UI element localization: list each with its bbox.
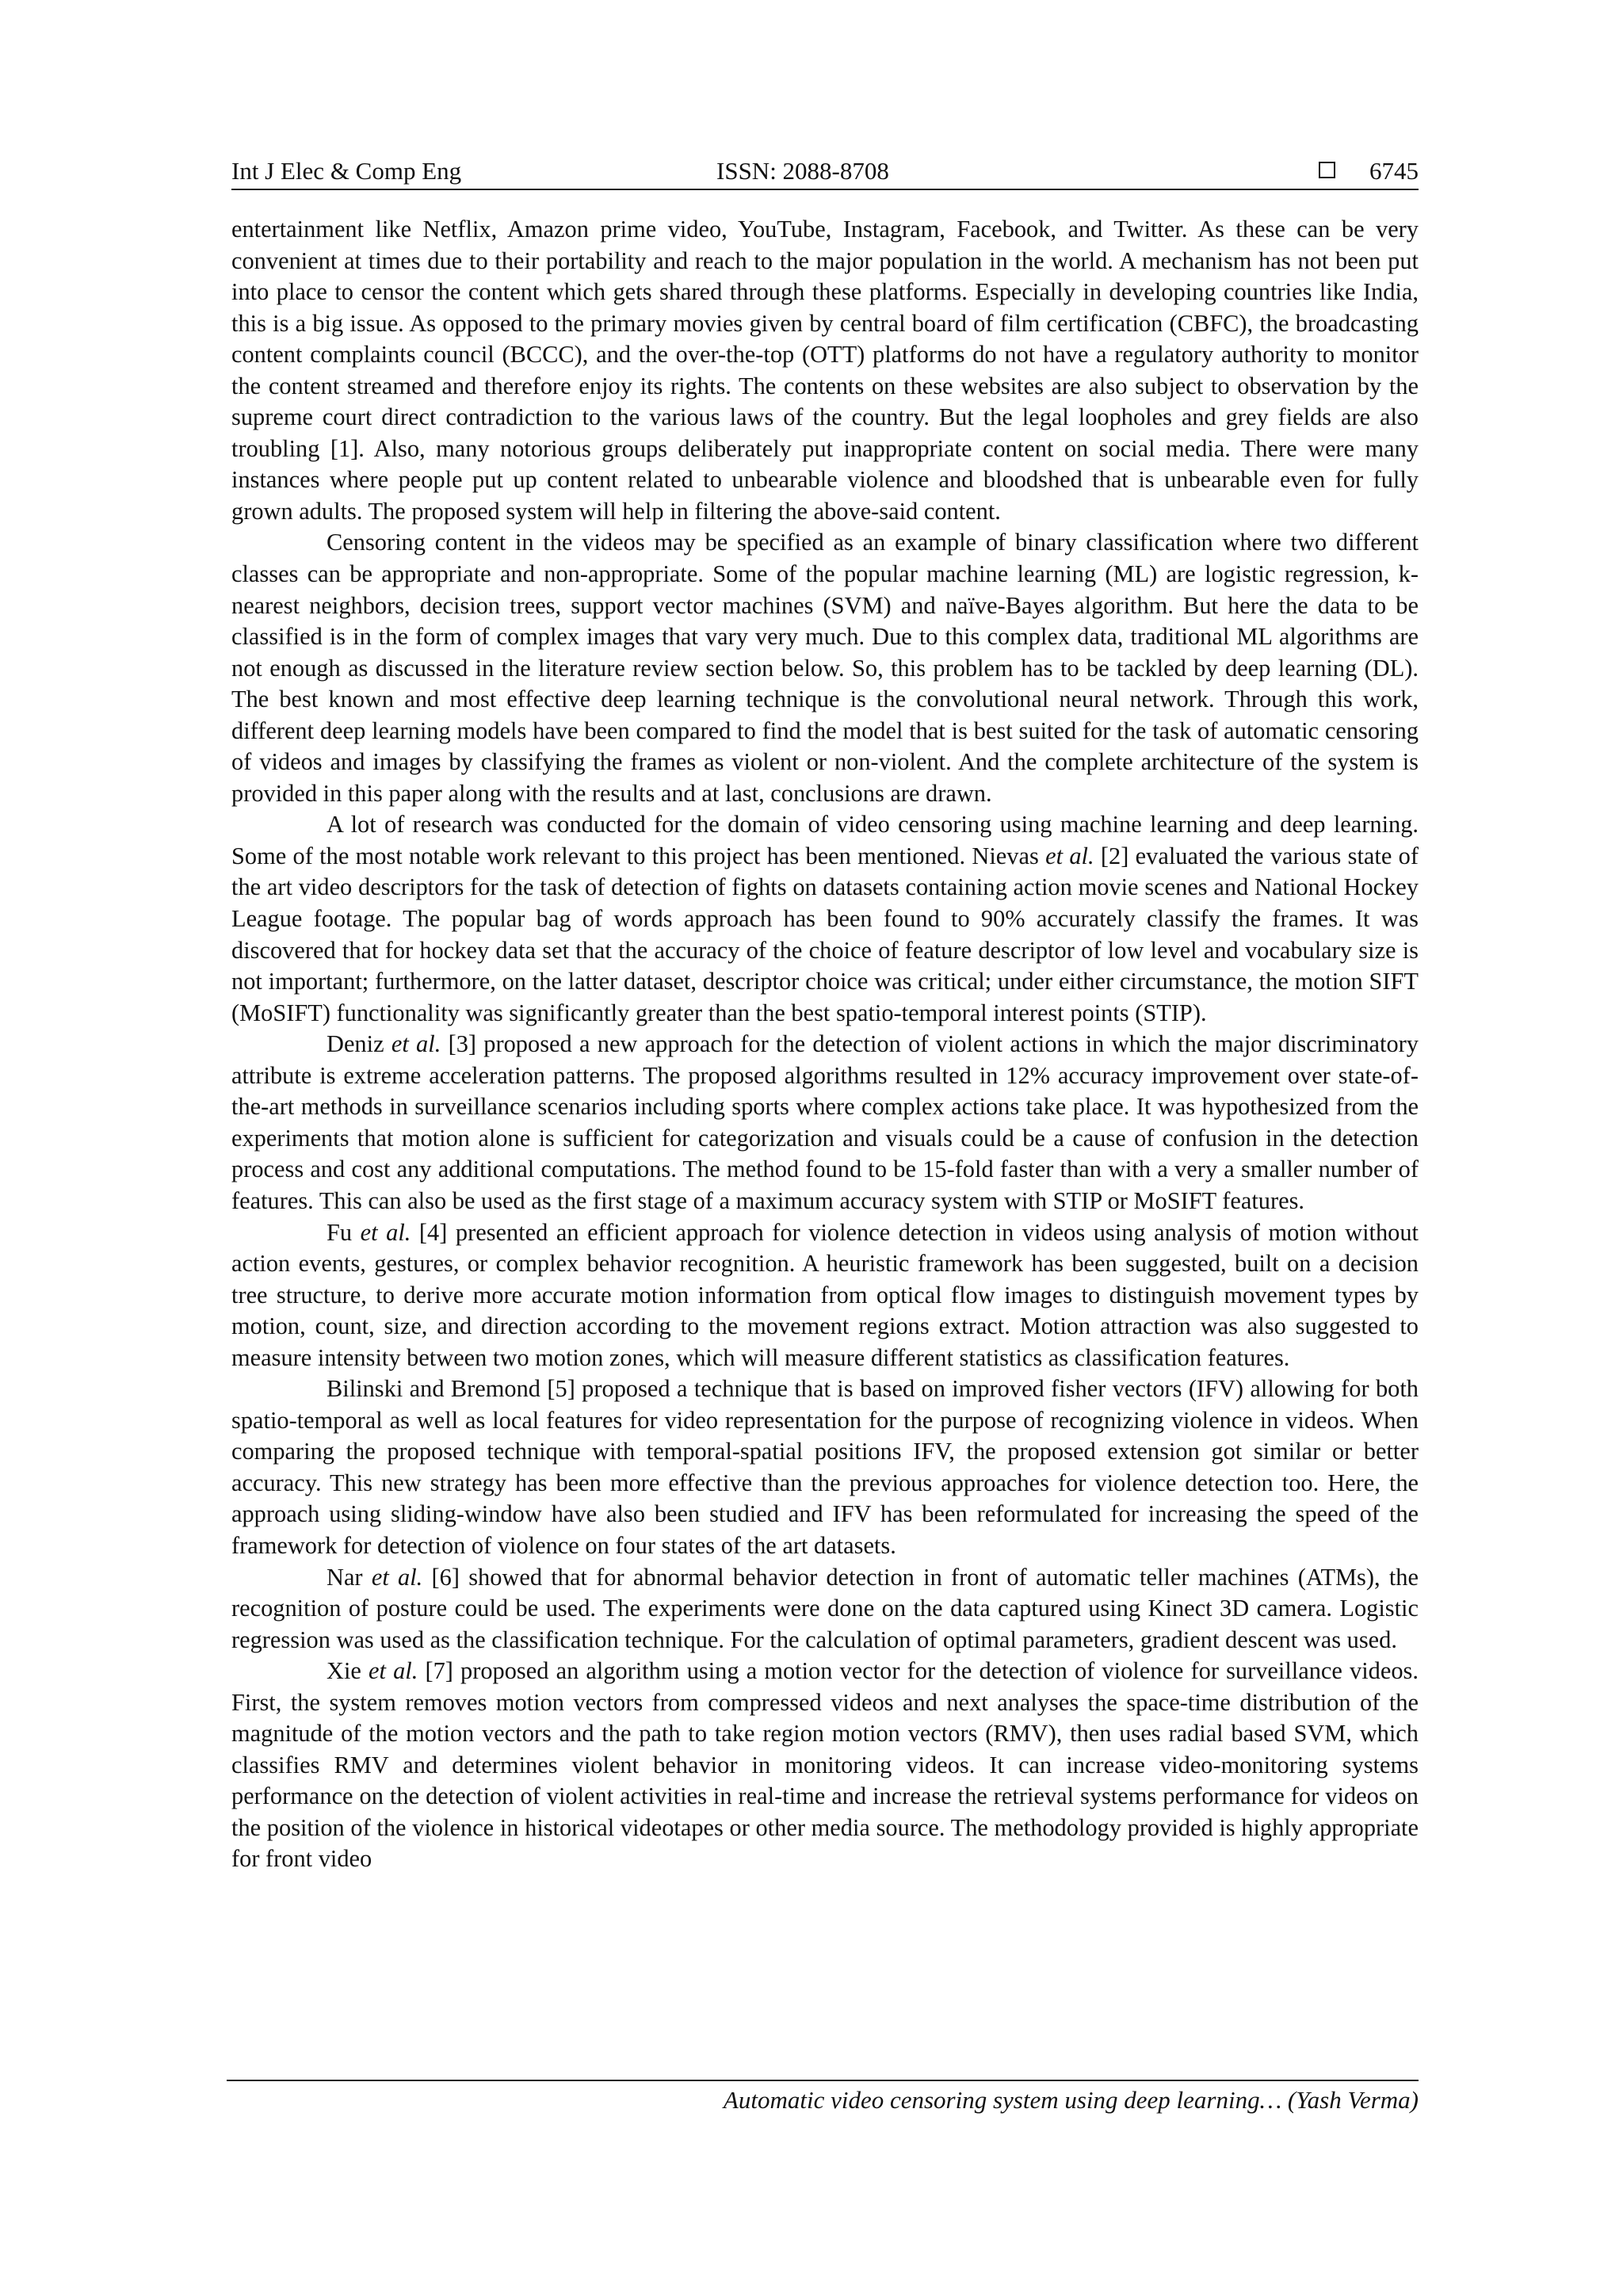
text-run: [4] presented an efficient approach for violence detection in videos using analysis of motion without action events, gestures, or complex behavior recognition. A heuristic framework has been suggested, built on a decision tree structure, to derive more accurate motion information from optical flow images to distinguish movement types by motion, count, size, and direction according to the movement regions extract. Motion attraction was also suggested to measure intensity between two motion zones, which will measure different statistics as classification features. (231, 1218, 1419, 1371)
text-run: Xie (327, 1657, 369, 1685)
text-run: Bilinski and Bremond [5] proposed a technique that is based on improved fisher vectors (IFV) allowing for both spatio-temporal as well as local features for video representation for the purpose of recognizing violence in videos. When comparing the proposed technique with temporal-spatial positions IFV, the proposed extension got similar or better accuracy. This new strategy has been more effective than the previous approaches for violence detection too. Here, the approach using sliding-window have also been studied and IFV has been reformulated for increasing the speed of the framework for detection of violence on four states of the art datasets. (231, 1375, 1419, 1559)
page-footer (227, 2080, 1419, 2115)
italic-text-run: et al. (369, 1657, 418, 1685)
paragraph-deniz-review (231, 1029, 1419, 1217)
square-box-icon (1319, 162, 1335, 178)
italic-text-run: et al. (1045, 842, 1094, 869)
text-run: [6] showed that for abnormal behavior detection in front of automatic teller machines (ATMs), the recognition of posture could be used. The experiments were done on the data captured using Kinect 3D camera. Logistic regression was used as the classification technique. For the calculation of optimal parameters, gradient descent was used. (231, 1563, 1419, 1653)
italic-text-run: et al. (391, 1030, 441, 1058)
text-run: A lot of research was conducted for the domain of video censoring using machine learning and deep learning. Some of the most notable work relevant to this project has been mentioned. Nievas (231, 811, 1419, 869)
paragraph-bilinski-review (231, 1373, 1419, 1561)
text-run: Deniz (327, 1030, 391, 1058)
text-run: [2] evaluated the various state of the art video descriptors for the task of detection of fights on datasets containing action movie scenes and National Hockey League footage. The popular bag of words approach has been found to 90% accurately classify the frames. It was discovered that for hockey data set that the accuracy of the choice of feature descriptor of low level and vocabulary size is not important; furthermore, on the latter dataset, descriptor choice was critical; under either circumstance, the motion SIFT (MoSIFT) functionality was significantly greater than the best spatio-temporal interest points (STIP). (231, 842, 1419, 1026)
paragraph-intro-platforms (231, 214, 1419, 527)
paragraph-censoring-classification (231, 527, 1419, 809)
page-header (231, 152, 1419, 190)
journal-name: Int J Elec & Comp Eng (231, 157, 462, 185)
paragraph-nar-review (231, 1562, 1419, 1656)
italic-text-run: et al. (360, 1218, 411, 1246)
running-title: Automatic video censoring system using deep learning… (Yash Verma) (723, 2086, 1419, 2114)
text-run: Censoring content in the videos may be specified as an example of binary classification where two different classes can be appropriate and non-appropriate. Some of the popular machine learning (ML) are logistic regression, k-nearest neighbors, decision trees, support vector machines (SVM) and naïve-Bayes algorithm. But here the data to be classified is in the form of complex images that vary very much. Due to this complex data, traditional ML algorithms are not enough as discussed in the literature review section below. So, this problem has to be tackled by deep learning (DL). The best known and most effective deep learning technique is the convolutional neural network. Through this work, different deep learning models have been compared to find the model that is best suited for the task of automatic censoring of videos and images by classifying the frames as violent or non-violent. And the complete architecture of the system is provided in this paper along with the results and at last, conclusions are drawn. (231, 529, 1419, 807)
text-run: Nar (327, 1563, 372, 1591)
article-body (231, 214, 1419, 1875)
text-run: Fu (327, 1218, 361, 1246)
paragraph-fu-review (231, 1217, 1419, 1374)
paragraph-nievas-review (231, 809, 1419, 1029)
page-number: 6745 (1369, 157, 1419, 185)
text-run: entertainment like Netflix, Amazon prime video, YouTube, Instagram, Facebook, and Twitter. As these can be very convenient at times due to their portability and reach to the major population in the world. A mechanism has not been put into place to censor the content which gets shared through these platforms. Especially in developing countries like India, this is a big issue. As opposed to the primary movies given by central board of film certification (CBFC), the broadcasting content complaints council (BCCC), and the over-the-top (OTT) platforms do not have a regulatory authority to monitor the content streamed and therefore enjoy its rights. The contents on these websites are also subject to observation by the supreme court direct contradiction to the various laws of the country. But the legal loopholes and grey fields are also troubling [1]. Also, many notorious groups deliberately put inappropriate content on social media. There were many instances where people put up content related to unbearable violence and bloodshed that is unbearable even for fully grown adults. The proposed system will help in filtering the above-said content. (231, 216, 1419, 525)
text-run: [3] proposed a new approach for the detection of violent actions in which the major discriminatory attribute is extreme acceleration patterns. The proposed algorithms resulted in 12% accuracy improvement over state-of-the-art methods in surveillance scenarios including sports where complex actions take place. It was hypothesized from the experiments that motion alone is sufficient for categorization and visuals could be a cause of confusion in the detection process and cost any additional computations. The method found to be 15-fold faster than with a very a smaller number of features. This can also be used as the first stage of a maximum accuracy system with STIP or MoSIFT features. (231, 1030, 1419, 1214)
italic-text-run: et al. (371, 1563, 423, 1591)
paragraph-xie-review (231, 1656, 1419, 1875)
text-run: [7] proposed an algorithm using a motion vector for the detection of violence for surveillance videos. First, the system removes motion vectors from compressed videos and next analyses the space-time distribution of the magnitude of the motion vectors and the path to take region motion vectors (RMV), then uses radial based SVM, which classifies RMV and determines violent behavior in monitoring videos. It can increase video-monitoring systems performance on the detection of violent activities in real-time and increase the retrieval systems performance for videos on the position of the violence in historical videotapes or other media source. The methodology provided is highly appropriate for front video (231, 1657, 1419, 1873)
issn-number: ISSN: 2088-8708 (716, 157, 889, 185)
